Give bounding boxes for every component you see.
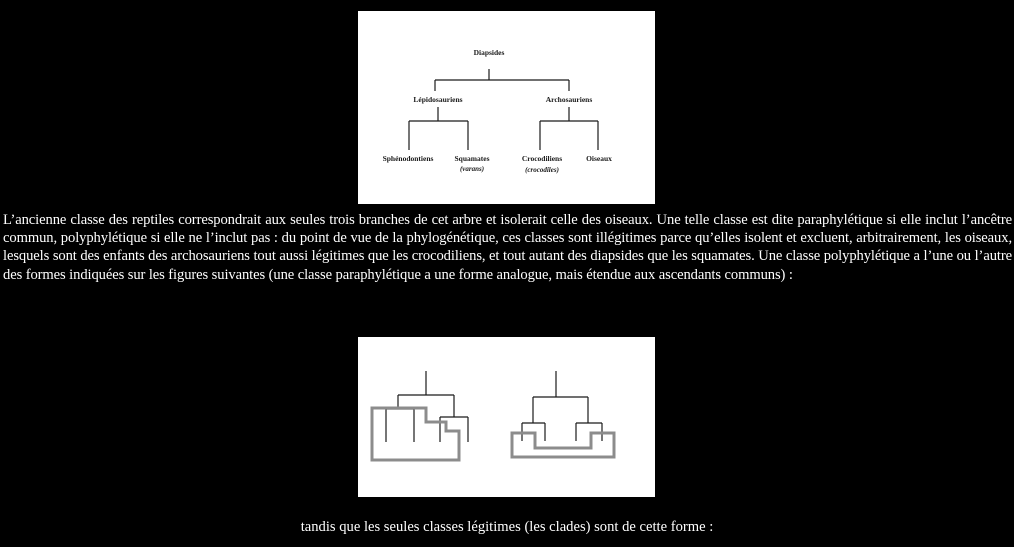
tree-branches xyxy=(409,69,598,150)
right-polyphyletic-tree xyxy=(512,371,614,457)
figure-caption: tandis que les seules classes légitimes (les clades) sont de cette forme : xyxy=(300,519,714,535)
body-paragraph: L’ancienne classe des reptiles correspondrait aux seules trois branches de cet arbre et isolerait celle des oiseaux. Une telle classe est dite paraphylétique si elle inclut l’ancêtre commun, polyphylétique si elle ne l’inclut pas : du point de vue de la phylogénétique, ces classes sont illégitimes parce qu’elles isolent et excluent, arbitrairement, les oiseaux, lesquels sont des enfants des archosauriens tout aussi légitimes que les crocodiliens, et tout autant des diapsides que les squamates. Une classe polyphylétique a l’une ou l’autre des formes indiquées sur les figures suivantes (une classe paraphylétique a une forme analogue, mais étendue aux ascendants communs) : xyxy=(3,212,1012,283)
diapsid-tree-figure xyxy=(358,11,655,204)
right-polyphyletic-outline xyxy=(512,433,614,457)
left-polyphyletic-outline xyxy=(372,408,459,460)
root-label: Diapsides xyxy=(473,48,505,57)
polyphyletic-figure xyxy=(358,337,655,497)
diapsid-tree-diagram xyxy=(358,11,655,204)
squamates-note: (varans) xyxy=(459,165,485,173)
sphenodontiens-label: Sphénodontiens xyxy=(382,154,434,163)
squamates-label: Squamates xyxy=(454,154,490,163)
left-polyphyletic-tree xyxy=(372,371,468,460)
crocodiliens-label: Crocodiliens xyxy=(521,154,563,163)
lepidosauriens-label: Lépidosauriens xyxy=(413,95,463,104)
archosauriens-label: Archosauriens xyxy=(545,95,593,104)
oiseaux-label: Oiseaux xyxy=(586,154,612,163)
crocodiliens-note: (crocodiles) xyxy=(525,166,559,174)
polyphyletic-diagrams xyxy=(358,337,655,497)
right-tree-branches xyxy=(522,371,602,441)
